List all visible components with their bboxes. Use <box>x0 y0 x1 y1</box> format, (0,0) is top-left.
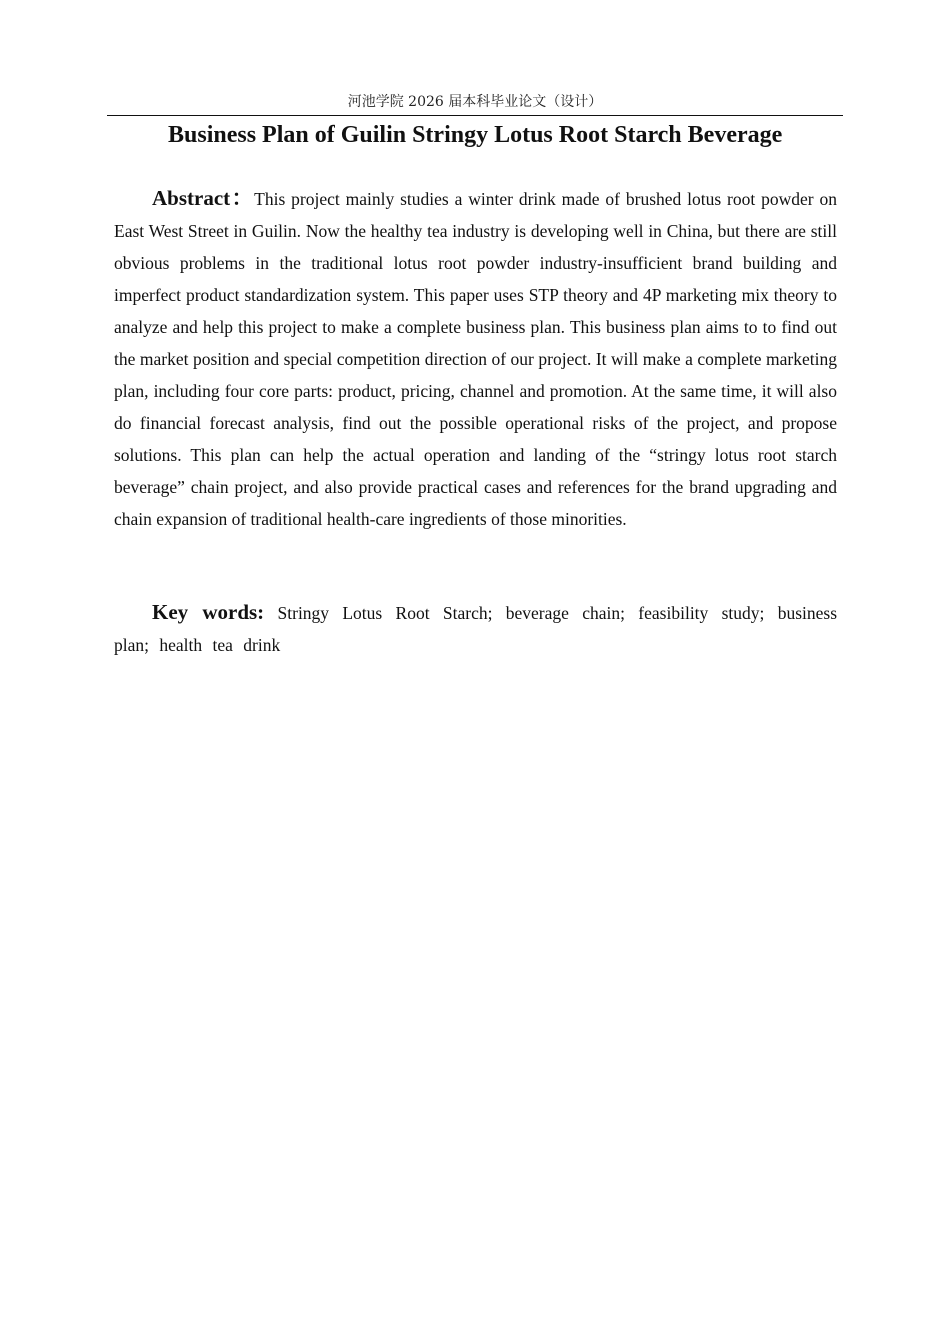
keywords-paragraph <box>114 596 837 661</box>
document-title: Business Plan of Guilin Stringy Lotus Root Starch Beverage <box>168 122 783 148</box>
abstract-text: This project mainly studies a winter drink made of brushed lotus root powder on East West Street in Guilin. Now the healthy tea industry is developing well in China, but there are still obvious problems in the traditional lotus root powder industry-insufficient brand building and imperfect product standardization system. This paper uses STP theory and 4P marketing mix theory to analyze and help this project to make a complete business plan. This business plan aims to to find out the market position and special competition direction of our project. It will make a complete marketing plan, including four core parts: product, pricing, channel and promotion. At the same time, it will also do financial forecast analysis, find out the possible operational risks of the project, and propose solutions. This plan can help the actual operation and landing of the “stringy lotus root starch beverage” chain project, and also provide practical cases and references for the brand upgrading and chain expansion of traditional health-care ingredients of those minorities. <box>114 189 837 529</box>
header-rule <box>107 115 843 116</box>
keywords-label: Key words: <box>152 600 265 624</box>
keywords-text: Stringy Lotus Root Starch; beverage chain; feasibility study; business plan; health tea drink <box>114 603 838 655</box>
abstract-paragraph <box>114 182 837 535</box>
running-header: 河池学院 2026 届本科毕业论文（设计） <box>347 94 603 110</box>
abstract-label: Abstract： <box>152 186 255 210</box>
